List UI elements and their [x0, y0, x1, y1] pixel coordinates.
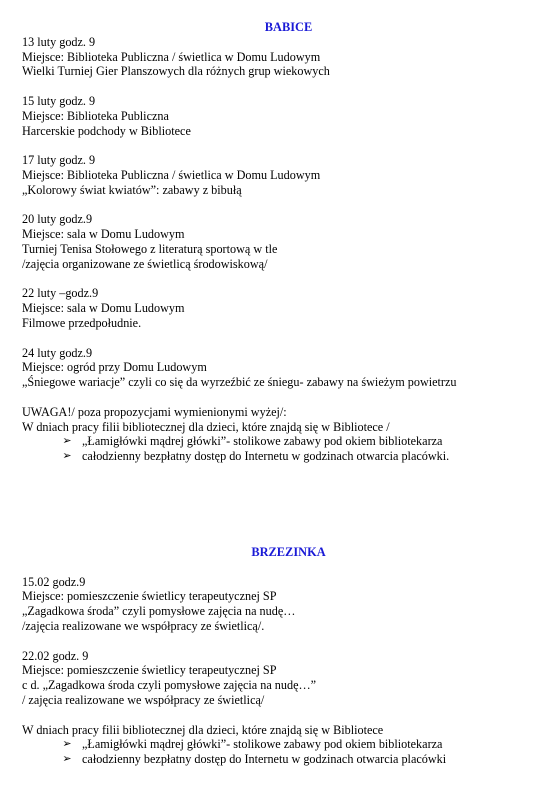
- spacer: [22, 634, 547, 649]
- event-description: Wielki Turniej Gier Planszowych dla różnych grup wiekowych: [22, 64, 330, 79]
- event-place: Miejsce: pomieszczenie świetlicy terapeutycznej SP: [22, 663, 277, 678]
- event-description: „Kolorowy świat kwiatów”: zabawy z bibułą: [22, 182, 242, 197]
- note-title: UWAGA!/ poza propozycjami wymienionymi wyżej/:: [22, 404, 287, 419]
- event-place: Miejsce: pomieszczenie świetlicy terapeutycznej SP: [22, 589, 277, 604]
- event-babice-6: [22, 346, 547, 390]
- bullet-list: [22, 737, 547, 767]
- event-note: /zajęcia organizowane ze świetlicą środowiskową/: [22, 256, 268, 271]
- event-place: Miejsce: Biblioteka Publiczna / świetlica w Domu Ludowym: [22, 167, 321, 182]
- spacer: [22, 198, 547, 213]
- babice-section: [22, 20, 547, 464]
- brzezinka-section: [22, 545, 547, 767]
- event-description: „Zagadkowa środa” czyli pomysłowe zajęcia na nudę…: [22, 604, 296, 619]
- event-note: / zajęcia realizowane we współpracy ze świetlicą/: [22, 692, 265, 707]
- event-date: 13 luty godz. 9: [22, 34, 96, 49]
- arrowhead-bullet-icon: ➢: [62, 737, 72, 751]
- spacer: [22, 79, 547, 94]
- arrowhead-bullet-icon: ➢: [62, 449, 72, 463]
- event-place: Miejsce: Biblioteka Publiczna: [22, 108, 169, 123]
- event-place: Miejsce: sala w Domu Ludowym: [22, 227, 185, 242]
- event-date: 22 luty –godz.9: [22, 286, 99, 301]
- list-item-text: „Łamigłówki mądrej główki”- stolikowe zabawy pod okiem bibliotekarza: [82, 737, 443, 752]
- spacer: [22, 331, 547, 346]
- event-description: Turniej Tenisa Stołowego z literaturą sportową w tle: [22, 241, 278, 256]
- list-item-text: całodzienny bezpłatny dostęp do Internetu w godzinach otwarcia placówki: [82, 752, 447, 767]
- arrowhead-bullet-icon: ➢: [62, 434, 72, 448]
- note-line: W dniach pracy filii bibliotecznej dla dzieci, które znajdą się w Bibliotece /: [22, 419, 390, 434]
- event-date: 17 luty godz. 9: [22, 153, 96, 168]
- event-description: Harcerskie podchody w Bibliotece: [22, 123, 191, 138]
- list-item: [22, 737, 547, 752]
- list-item: [22, 449, 547, 464]
- list-item: [22, 434, 547, 449]
- event-babice-2: [22, 94, 547, 138]
- event-description: Filmowe przedpołudnie.: [22, 315, 142, 330]
- event-babice-1: [22, 35, 547, 79]
- event-babice-5: [22, 286, 547, 330]
- event-note: /zajęcia realizowane we współpracy ze świetlicą/.: [22, 618, 265, 633]
- event-babice-4: [22, 212, 547, 271]
- list-item: [22, 752, 547, 767]
- event-description: c d. „Zagadkowa środa czyli pomysłowe zajęcia na nudę…”: [22, 678, 317, 693]
- arrowhead-bullet-icon: ➢: [62, 752, 72, 766]
- event-date: 15.02 godz.9: [22, 574, 86, 589]
- spacer: [22, 708, 547, 723]
- event-place: Miejsce: sala w Domu Ludowym: [22, 301, 185, 316]
- event-description: „Śniegowe wariacje” czyli co się da wyrzeźbić ze śniegu- zabawy na świeżym powietrzu: [22, 375, 457, 390]
- list-item-text: całodzienny bezpłatny dostęp do Internetu w godzinach otwarcia placówki.: [82, 449, 450, 464]
- event-brzezinka-1: [22, 575, 547, 634]
- event-date: 24 luty godz.9: [22, 345, 93, 360]
- event-date: 20 luty godz.9: [22, 212, 93, 227]
- spacer: [22, 138, 547, 153]
- event-brzezinka-2: [22, 649, 547, 708]
- spacer: [22, 272, 547, 287]
- section-heading-babice: BABICE: [264, 20, 313, 34]
- spacer: [22, 390, 547, 405]
- note-line: W dniach pracy filii bibliotecznej dla dzieci, które znajdą się w Bibliotece: [22, 722, 384, 737]
- spacer: [22, 560, 547, 575]
- bullet-list: [22, 434, 547, 464]
- event-date: 22.02 godz. 9: [22, 648, 89, 663]
- event-place: Miejsce: Biblioteka Publiczna / świetlica w Domu Ludowym: [22, 49, 321, 64]
- event-date: 15 luty godz. 9: [22, 93, 96, 108]
- event-babice-3: [22, 153, 547, 197]
- list-item-text: „Łamigłówki mądrej główki”- stolikowe zabawy pod okiem bibliotekarza: [82, 434, 443, 449]
- section-heading-brzezinka: BRZEZINKA: [251, 545, 326, 559]
- event-place: Miejsce: ogród przy Domu Ludowym: [22, 360, 207, 375]
